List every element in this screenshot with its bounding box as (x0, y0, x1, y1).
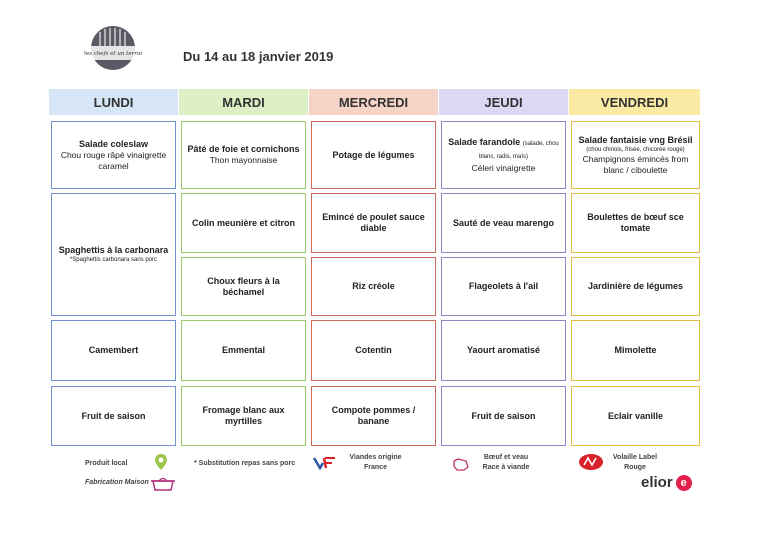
menu-cell-jeudi-fromage: Yaourt aromatisé (441, 320, 566, 381)
menu-cell-lundi-dessert: Fruit de saison (51, 386, 176, 446)
legend-volaille: Volaille Label Rouge (612, 454, 658, 471)
viandes-france-icon (313, 456, 337, 475)
menu-cell-jeudi-plat: Sauté de veau marengo (441, 193, 566, 253)
header-jeudi: JEUDI (439, 89, 568, 115)
header-lundi: LUNDI (49, 89, 178, 115)
menu-cell-mercredi-dessert: Compote pommes / banane (311, 386, 436, 446)
menu-cell-vendredi-dessert: Eclair vanille (571, 386, 700, 446)
elior-logo: elior e (641, 474, 692, 491)
label-rouge-icon (578, 453, 604, 476)
svg-text:Des chefs et un terroir: Des chefs et un terroir (84, 51, 142, 57)
menu-cell-jeudi-accomp: Flageolets à l'ail (441, 257, 566, 316)
menu-cell-lundi-entree: Salade coleslaw Chou rouge râpé vinaigrette caramel (51, 121, 176, 189)
header-vendredi: VENDREDI (569, 89, 700, 115)
legend-fabrication-maison: Fabrication Maison (85, 479, 149, 486)
legend-substitution: * Substitution repas sans porc (194, 460, 296, 467)
legend-viandes: Viandes origine France (349, 454, 402, 471)
menu-cell-vendredi-fromage: Mimolette (571, 320, 700, 381)
header-mardi: MARDI (179, 89, 308, 115)
menu-cell-jeudi-entree: Salade farandole (salade, chou blanc, radis, maïs) Céleri vinaigrette (441, 121, 566, 189)
logo (84, 24, 142, 72)
elior-e-icon: e (676, 475, 692, 491)
menu-cell-mercredi-entree: Potage de légumes (311, 121, 436, 189)
menu-cell-vendredi-accomp: Jardinière de légumes (571, 257, 700, 316)
menu-cell-mardi-dessert: Fromage blanc aux myrtilles (181, 386, 306, 446)
menu-cell-vendredi-plat: Boulettes de bœuf sce tomate (571, 193, 700, 253)
menu-cell-mardi-accomp: Choux fleurs à la béchamel (181, 257, 306, 316)
menu-cell-mardi-entree: Pâté de foie et cornichons Thon mayonnaise (181, 121, 306, 189)
menu-cell-lundi-plat: Spaghettis à la carbonara *Spaghettis carbonara sans porc (51, 193, 176, 316)
cow-icon (452, 458, 470, 477)
page-title: Du 14 au 18 janvier 2019 (183, 49, 334, 64)
menu-cell-mardi-plat: Colin meunière et citron (181, 193, 306, 253)
location-pin-icon (154, 453, 168, 476)
menu-cell-lundi-fromage: Camembert (51, 320, 176, 381)
menu-cell-jeudi-dessert: Fruit de saison (441, 386, 566, 446)
menu-cell-mercredi-fromage: Cotentin (311, 320, 436, 381)
menu-cell-mardi-fromage: Emmental (181, 320, 306, 381)
header-mercredi: MERCREDI (309, 89, 438, 115)
cooking-pot-icon (150, 476, 176, 497)
legend-boeuf-veau: Bœuf et veau Race à viande (482, 454, 530, 471)
menu-cell-mercredi-accomp: Riz créole (311, 257, 436, 316)
legend-produit-local: Produit local (85, 460, 128, 467)
menu-cell-mercredi-plat: Emincé de poulet sauce diable (311, 193, 436, 253)
menu-cell-vendredi-entree: Salade fantaisie vng Brésil (chou chinois, frisée, chicorée rouge) Champignons émincés from blanc / ciboulette (571, 121, 700, 189)
